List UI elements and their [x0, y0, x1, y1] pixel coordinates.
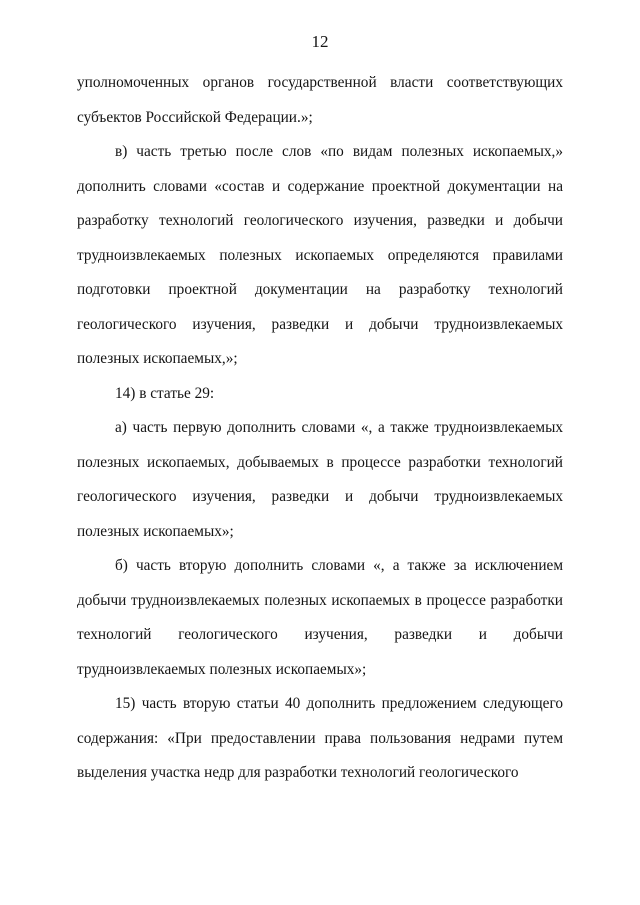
paragraph-item-14-article-29: 14) в статье 29:: [115, 384, 215, 402]
page-number: 12: [311, 32, 329, 51]
paragraph-item-a-part-one: а) часть первую дополнить словами «, а также трудноизвлекаемых полезных ископаемых, добываемых в процессе разработки технологий геологического изучения, разведки и добычи трудноизвлекаемых полезных ископаемых»;: [77, 419, 563, 540]
paragraph-item-15-article-40: 15) часть вторую статьи 40 дополнить предложением следующего содержания: «При предоставлении права пользования недрами путем выделения участка недр для разработки технологий геологического: [77, 695, 563, 781]
paragraph-item-v-part-three: в) часть третью после слов «по видам полезных ископаемых,» дополнить словами «состав и содержание проектной документации на разработку технологий геологического изучения, разведки и добычи трудноизвлекаемых полезных ископаемых определяются правилами подготовки проектной документации на разработку технологий геологического изучения, разведки и добычи трудноизвлекаемых полезных ископаемых,»;: [77, 143, 563, 367]
document-body: [77, 66, 563, 791]
paragraph-item-b-part-two: б) часть вторую дополнить словами «, а также за исключением добычи трудноизвлекаемых полезных ископаемых в процессе разработки технологий геологического изучения, разведки и добычи трудноизвлекаемых полезных ископаемых»;: [77, 557, 563, 678]
paragraph-authorities-continuation: уполномоченных органов государственной власти соответствующих субъектов Российской Федерации.»;: [77, 74, 563, 126]
